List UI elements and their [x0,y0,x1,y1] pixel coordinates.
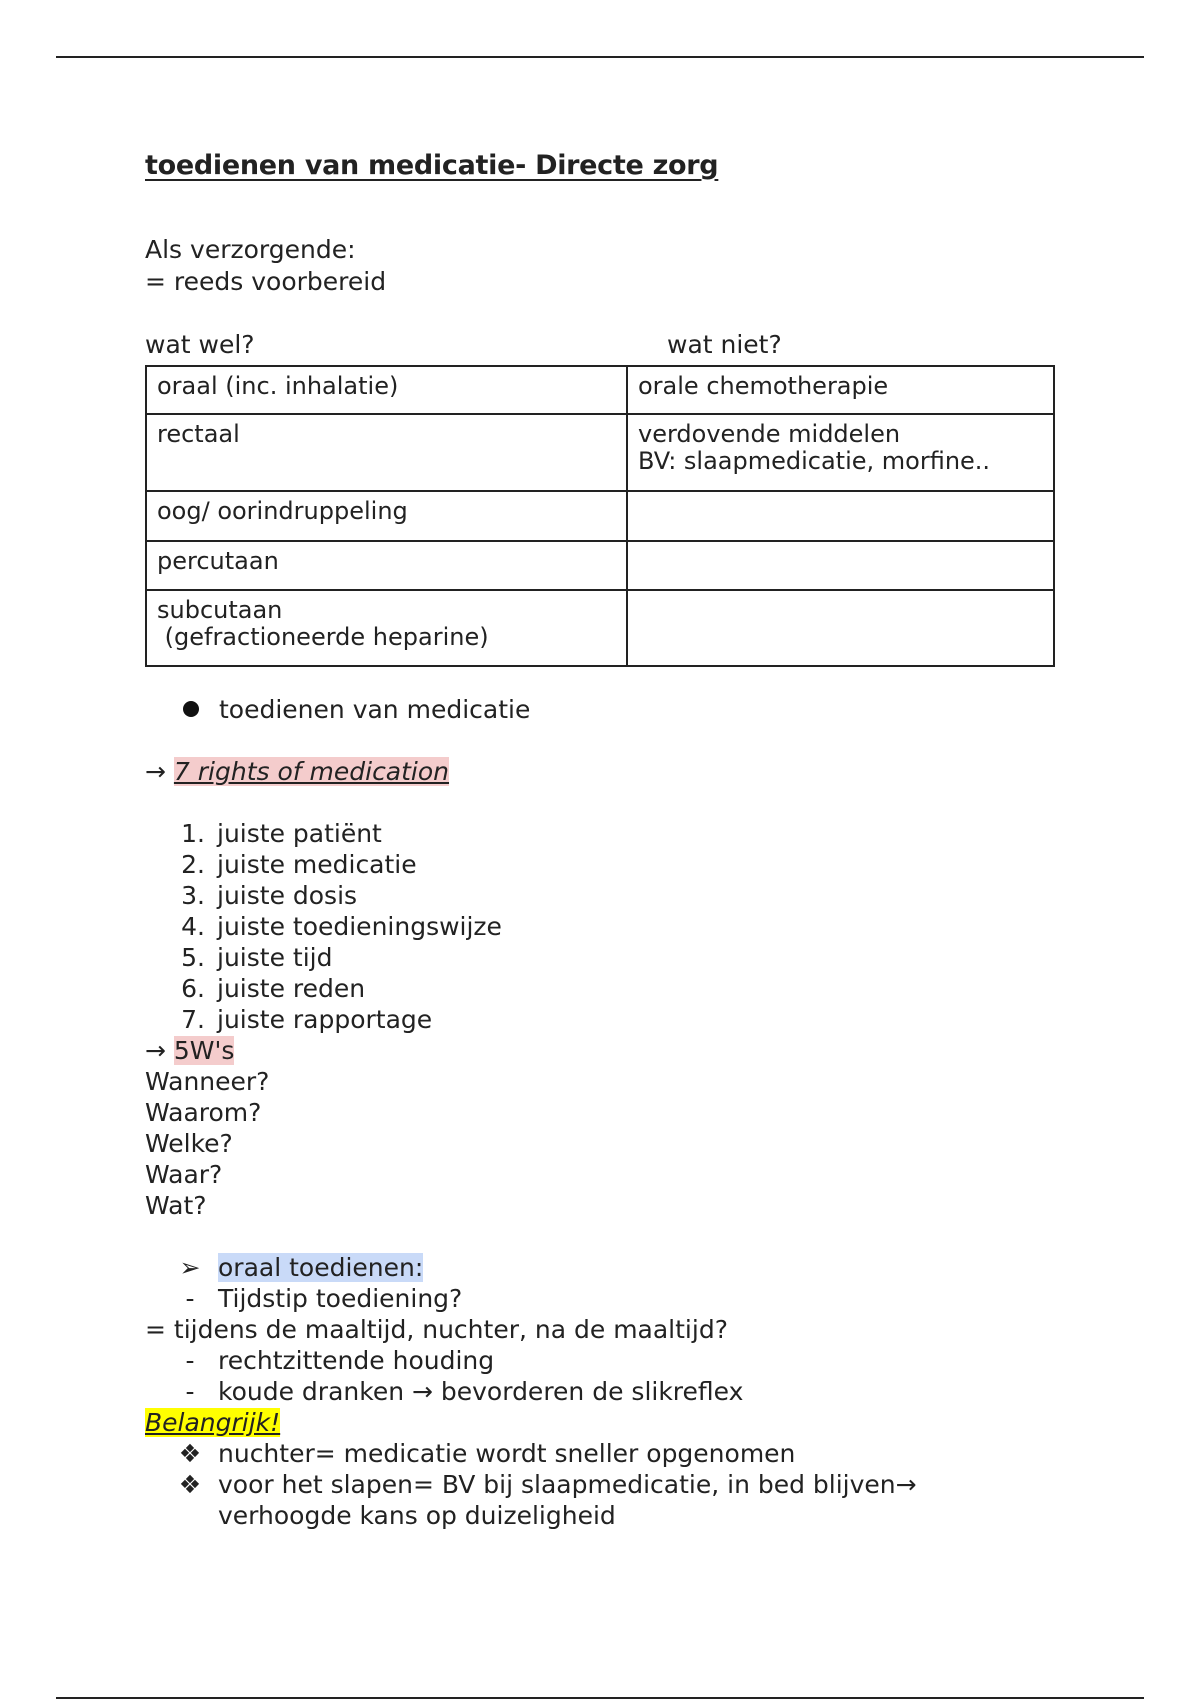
dash-marker: - [185,1346,195,1375]
arrow-icon: → [145,757,166,786]
list-item: 4. juiste toedieningswijze [181,912,502,941]
table-cell-right [627,541,1054,590]
list-item-text: juiste tijd [217,943,333,972]
bullet-dot-icon [183,701,199,717]
arrowhead-bullet-icon: ➢ [179,1253,201,1282]
rights-heading-text: 7 rights of medication [173,757,450,786]
list-item-text: juiste patiënt [217,819,382,848]
oral-timing-text: Tijdstip toediening? [218,1284,463,1313]
dash-marker: - [185,1284,195,1313]
table-row [146,414,1054,491]
oral-point-text: rechtzittende houding [218,1346,495,1375]
intro-line-2: = reeds voorbereid [145,267,387,296]
oral-heading [175,1252,423,1283]
bullet-item [183,694,530,725]
top-rule [56,56,1144,58]
list-item-text: juiste dosis [217,881,358,910]
w-question: Wat? [145,1191,207,1220]
table-cell-left: rectaal [146,414,627,491]
table-cell-right: orale chemotherapie [627,366,1054,414]
oral-point [175,1376,743,1407]
table-cell-right: verdovende middelen BV: slaapmedicatie, morfine.. [627,414,1054,491]
diamond-bullet-icon: ❖ [178,1470,202,1499]
important-item-continuation: verhoogde kans op duizeligheid [218,1501,616,1530]
table-cell-left: subcutaan (gefractioneerde heparine) [146,590,627,666]
list-item: 6. juiste reden [181,974,366,1003]
w-question: Welke? [145,1129,233,1158]
bottom-rule [56,1697,1144,1699]
w-question: Wanneer? [145,1067,270,1096]
table-row [146,590,1054,666]
rights-heading [145,756,449,787]
list-item: 5. juiste tijd [181,943,333,972]
bullet-text: toedienen van medicatie [219,695,531,724]
list-item-text: juiste toedieningswijze [217,912,502,941]
table-cell-left: oog/ oorindruppeling [146,491,627,541]
table-cell-left: oraal (inc. inhalatie) [146,366,627,414]
table-header-left: wat wel? [145,330,255,359]
intro-line-1: Als verzorgende: [145,235,356,264]
table-cell-right [627,590,1054,666]
list-item-text: juiste rapportage [217,1005,433,1034]
w-heading-text: 5W's [173,1036,235,1065]
important-item-text: nuchter= medicatie wordt sneller opgenomen [218,1439,796,1468]
page-title: toedienen van medicatie- Directe zorg [145,150,719,181]
important-label-text: Belangrijk! [145,1408,281,1437]
medication-table [145,365,1055,667]
table-row [146,541,1054,590]
list-item: 7. juiste rapportage [181,1005,433,1034]
list-item-text: juiste reden [217,974,366,1003]
oral-point [175,1345,494,1376]
table-cell-right [627,491,1054,541]
oral-timing-answer: = tijdens de maaltijd, nuchter, na de maaltijd? [145,1315,728,1344]
important-item [175,1438,795,1469]
oral-heading-text: oraal toedienen: [218,1253,424,1282]
list-item: 1. juiste patiënt [181,819,382,848]
w-question: Waar? [145,1160,223,1189]
w-heading [145,1035,234,1066]
important-item-text: voor het slapen= BV bij slaapmedicatie, in bed blijven→ [218,1470,917,1499]
list-item: 2. juiste medicatie [181,850,417,879]
w-question: Waarom? [145,1098,262,1127]
diamond-bullet-icon: ❖ [178,1439,202,1468]
table-header-right: wat niet? [667,330,782,359]
table-cell-left: percutaan [146,541,627,590]
oral-point-text: koude dranken → bevorderen de slikreflex [218,1377,744,1406]
list-item-text: juiste medicatie [217,850,417,879]
table-row [146,491,1054,541]
oral-timing [175,1283,462,1314]
arrow-icon: → [145,1036,166,1065]
important-label [145,1407,280,1438]
dash-marker: - [185,1377,195,1406]
table-row [146,366,1054,414]
important-item [175,1469,917,1500]
list-item: 3. juiste dosis [181,881,358,910]
